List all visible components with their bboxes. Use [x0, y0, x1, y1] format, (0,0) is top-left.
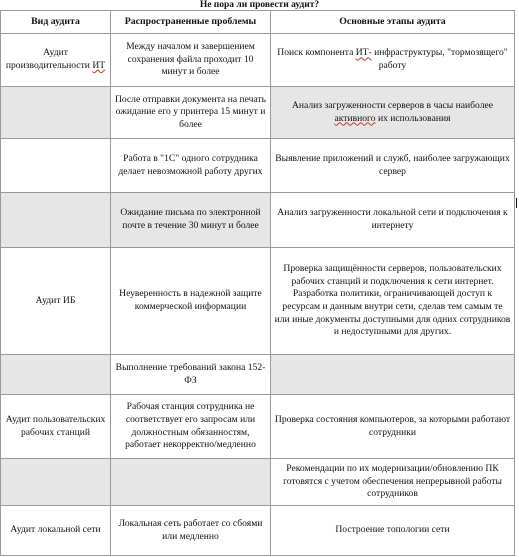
table-row — [1, 395, 515, 459]
row-stage: Анализ загруженности серверов в часы наиболее активного их использования — [271, 87, 515, 139]
row-problem: Локальная сеть работает со сбоями или медленно — [111, 506, 271, 556]
row-audit-type: Аудит локальной сети — [1, 506, 111, 556]
table-row — [1, 34, 515, 87]
row-problem: После отправки документа на печать ожидание его у принтера 15 минут и более — [111, 87, 271, 139]
row-audit-type: Аудит пользовательских рабочих станций — [1, 395, 111, 459]
table-row — [1, 459, 515, 506]
row-audit-type — [1, 355, 111, 395]
header-problems: Распространенные проблемы — [111, 11, 271, 34]
row-problem: Выполнение требований закона 152-ФЗ — [111, 355, 271, 395]
audit-table — [0, 10, 515, 556]
table-row — [1, 139, 515, 193]
row-audit-type: Аудит ИБ — [1, 248, 111, 355]
text-cursor — [516, 198, 517, 208]
row-stage: Анализ загруженности локальной сети и подключения к интернету — [271, 193, 515, 248]
row-problem: Работа в "1С" одного сотрудника делает невозможной работу других — [111, 139, 271, 193]
row-audit-type — [1, 139, 111, 193]
row-stage — [271, 355, 515, 395]
page-title: Не пора ли провести аудит? — [199, 0, 320, 10]
table-row — [1, 355, 515, 395]
row-stage: Выявление приложений и служб, наиболее загружающих сервер — [271, 139, 515, 193]
spellcheck-word: ИТ — [92, 60, 106, 71]
row-stage: Рекомендации по их модернизации/обновлению ПК готовятся с учетом обеспечения непрерывной работы сотрудников — [271, 459, 515, 506]
row-problem: Рабочая станция сотрудника не соответствует его запросам или должностным обязанностям, работает некорректно/медленно — [111, 395, 271, 459]
row-stage: Проверка защищённости серверов, пользовательских рабочих станций и подключения к сети интернет. Разработка политики, ограничивающей доступ к ресурсам и данным внутри сети, сделав тем самым те или иные документы доступными для одних сотрудников и недоступными для других. — [271, 248, 515, 355]
row-audit-type — [1, 193, 111, 248]
row-audit-type — [1, 87, 111, 139]
row-stage: Построение топологии сети — [271, 506, 515, 556]
spellcheck-word: активного — [334, 112, 376, 124]
row-problem: Ожидание письма по электронной почте в течение 30 минут и более — [111, 193, 271, 248]
header-audit-type: Вид аудита — [1, 11, 111, 34]
row-problem: Между началом и завершением сохранения файла проходит 10 минут и более — [111, 34, 271, 87]
header-stages: Основные этапы аудита — [271, 11, 515, 34]
table-row — [1, 87, 515, 139]
table-row — [1, 193, 515, 248]
spellcheck-word: ИТ- — [355, 47, 372, 59]
row-stage: Поиск компонента ИТ- инфраструктуры, "тормозящего" работу — [271, 34, 515, 87]
row-problem — [111, 459, 271, 506]
table-row — [1, 248, 515, 355]
row-audit-type: Аудит производительности ИТ — [1, 34, 111, 87]
table-row — [1, 506, 515, 556]
row-problem: Неуверенность в надежной защите коммерческой информации — [111, 248, 271, 355]
row-stage: Проверка состояния компьютеров, за которыми работают сотрудники — [271, 395, 515, 459]
table-header-row — [1, 11, 515, 34]
row-audit-type — [1, 459, 111, 506]
